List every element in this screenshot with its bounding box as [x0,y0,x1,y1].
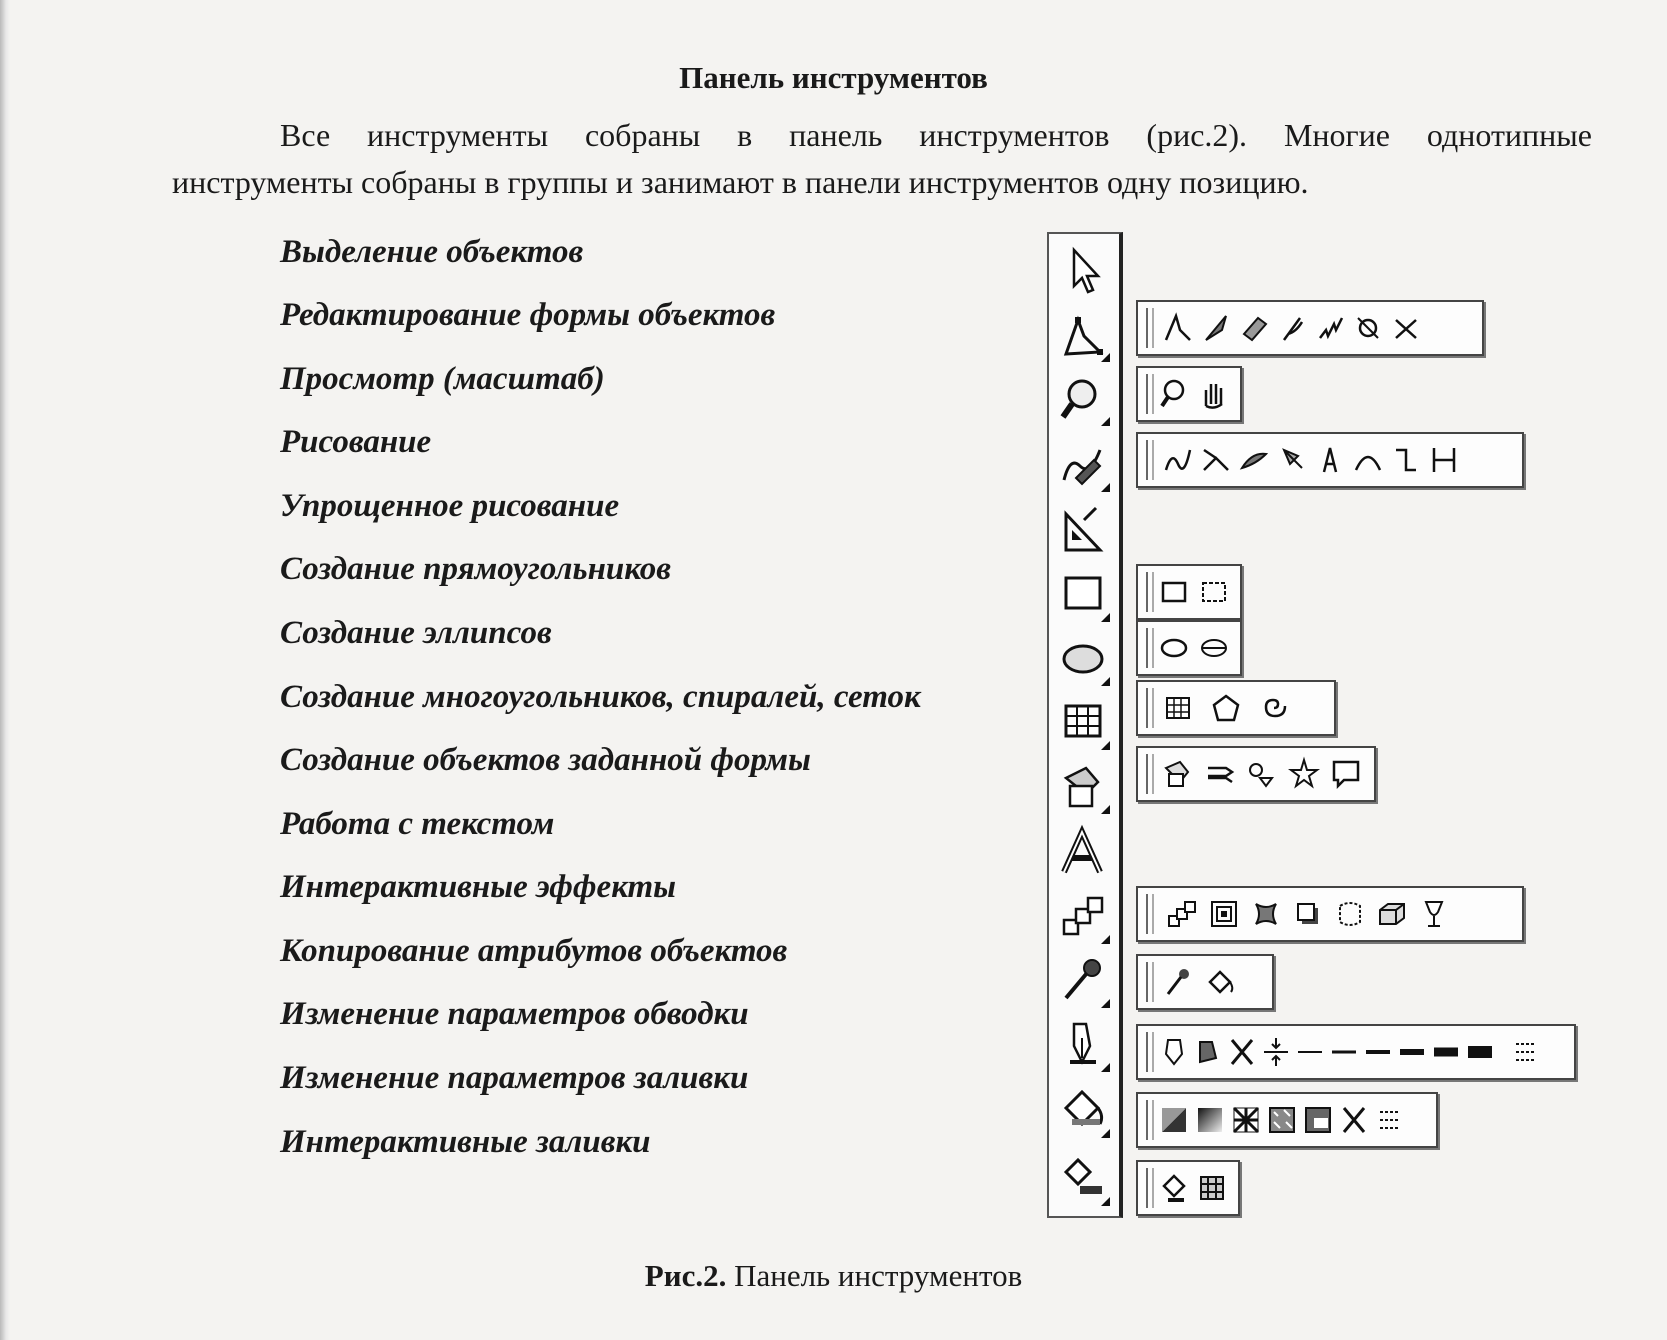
no-fill-icon[interactable] [1338,1102,1370,1138]
flyout-zoom [1136,366,1242,422]
outline-pen-dialog-icon[interactable] [1158,1034,1190,1070]
texture-fill-icon[interactable] [1266,1102,1298,1138]
envelope-icon[interactable] [1334,896,1366,932]
outline-width-1-icon[interactable] [1294,1034,1326,1070]
color-docker-icon[interactable] [1510,1034,1542,1070]
no-outline-icon[interactable] [1226,1034,1258,1070]
connector-icon[interactable] [1390,442,1422,478]
mesh-fill-icon[interactable] [1196,1170,1228,1206]
flyout-rectangle [1136,564,1242,620]
extrude-icon[interactable] [1376,896,1408,932]
freehand-icon[interactable] [1162,442,1194,478]
three-point-ellipse-icon[interactable] [1198,630,1230,666]
bezier-icon[interactable] [1200,442,1232,478]
outline-width-4-icon[interactable] [1396,1034,1428,1070]
flyout-curve [1136,432,1524,488]
shape-node-icon[interactable] [1162,310,1194,346]
contour-icon[interactable] [1208,896,1240,932]
page-title: Панель инструментов [679,60,988,95]
tool-label-interactive: Интерактивные эффекты [280,869,677,905]
hand-pan-icon[interactable] [1198,376,1230,412]
rectangle-tool-icon[interactable] [1158,574,1190,610]
outline-color-icon[interactable] [1192,1034,1224,1070]
intro-line-1: Все инструменты собраны в панель инструментов (рис.2). Многие однотипные [280,117,1592,153]
polygon-icon[interactable] [1210,690,1242,726]
figure-caption [0,1258,1667,1294]
fill-bucket-icon[interactable] [1056,1082,1112,1140]
artistic-media-icon[interactable] [1238,442,1270,478]
outline-width-5-icon[interactable] [1430,1034,1462,1070]
flyout-fill [1136,1092,1438,1148]
smart-drawing-icon[interactable] [1056,500,1112,558]
flowchart-shapes-icon[interactable] [1246,756,1278,792]
zoom-icon[interactable] [1158,376,1190,412]
zoom-magnifier-icon[interactable] [1056,370,1112,428]
graph-paper-tool-icon[interactable] [1162,690,1194,726]
flyout-outline [1136,1024,1576,1080]
tool-label-smart-draw: Упрощенное рисование [280,488,620,524]
paintbucket-apply-icon[interactable] [1204,964,1236,1000]
three-point-rectangle-icon[interactable] [1198,574,1230,610]
flyout-ellipse [1136,620,1242,676]
ellipse-tool-icon[interactable] [1158,630,1190,666]
fill-color-icon[interactable] [1158,1102,1190,1138]
interactive-blend-icon[interactable] [1056,888,1112,946]
spiral-icon[interactable] [1258,690,1290,726]
basic-shapes-icon[interactable] [1056,758,1112,816]
tool-label-polygon: Создание многоугольников, спиралей, сеток [280,679,921,715]
postscript-fill-icon[interactable] [1302,1102,1334,1138]
tool-label-freehand: Рисование [280,424,432,460]
shape-edit-icon[interactable] [1056,306,1112,364]
page-edge [0,0,10,1340]
dimension-icon[interactable] [1428,442,1460,478]
free-transform-icon[interactable] [1352,310,1384,346]
flyout-basic-shapes [1136,746,1376,802]
outline-width-6-icon[interactable] [1464,1034,1496,1070]
eyedropper-icon[interactable] [1056,952,1112,1010]
outline-width-3-icon[interactable] [1362,1034,1394,1070]
interactive-fill-icon[interactable] [1056,1150,1112,1208]
graph-paper-icon[interactable] [1056,694,1112,752]
outline-pen-icon[interactable] [1056,1016,1112,1074]
drop-shadow-icon[interactable] [1292,896,1324,932]
three-point-curve-icon[interactable] [1352,442,1384,478]
virtual-segment-delete-icon[interactable] [1390,310,1422,346]
flyout-interactive-fill [1136,1160,1240,1216]
figure-number: Рис.2. [644,1258,727,1293]
tool-label-eyedropper: Копирование атрибутов объектов [280,933,788,969]
transparency-icon[interactable] [1418,896,1450,932]
distortion-icon[interactable] [1250,896,1282,932]
ellipse-icon[interactable] [1056,630,1112,688]
fountain-fill-icon[interactable] [1194,1102,1226,1138]
tool-label-pick: Выделение объектов [280,234,584,270]
roughen-icon[interactable] [1314,310,1346,346]
hairline-outline-icon[interactable] [1260,1034,1292,1070]
tool-label-interactive-fill: Интерактивные заливки [280,1124,651,1160]
flyout-interactive [1136,886,1524,942]
eyedropper-tool-icon[interactable] [1162,964,1194,1000]
text-tool-icon[interactable] [1056,824,1112,882]
freehand-pen-icon[interactable] [1056,436,1112,494]
arrow-shapes-icon[interactable] [1204,756,1236,792]
tool-label-zoom: Просмотр (масштаб) [280,361,605,397]
intro-paragraph [172,112,1592,206]
knife-icon[interactable] [1200,310,1232,346]
tool-label-text: Работа с текстом [280,806,555,842]
outline-width-2-icon[interactable] [1328,1034,1360,1070]
smudge-icon[interactable] [1276,310,1308,346]
star-shapes-icon[interactable] [1288,756,1320,792]
tool-label-shape: Редактирование формы объектов [280,297,776,333]
callout-shapes-icon[interactable] [1330,756,1362,792]
interactive-fill-tool-icon[interactable] [1158,1170,1190,1206]
eraser-icon[interactable] [1238,310,1270,346]
polyline-icon[interactable] [1314,442,1346,478]
flyout-eyedropper [1136,954,1274,1010]
figure-caption-text: Панель инструментов [726,1258,1023,1293]
pattern-fill-icon[interactable] [1230,1102,1262,1138]
tool-label-basic-shapes: Создание объектов заданной формы [280,742,811,778]
tool-label-rectangle: Создание прямоугольников [280,551,671,587]
tool-label-fill: Изменение параметров заливки [280,1060,749,1096]
pen-icon[interactable] [1276,442,1308,478]
flyout-polygon [1136,680,1336,736]
fill-color-docker-icon[interactable] [1374,1102,1406,1138]
pick-arrow-icon[interactable] [1056,242,1112,300]
basic-shape-icon[interactable] [1162,756,1194,792]
flyout-shape-edit [1136,300,1484,356]
tool-label-ellipse: Создание эллипсов [280,615,552,651]
intro-line-2: инструменты собраны в группы и занимают в панели инструментов одну позицию. [172,164,1309,200]
tool-label-outline: Изменение параметров обводки [280,996,749,1032]
blend-icon[interactable] [1166,896,1198,932]
rectangle-icon[interactable] [1056,566,1112,624]
